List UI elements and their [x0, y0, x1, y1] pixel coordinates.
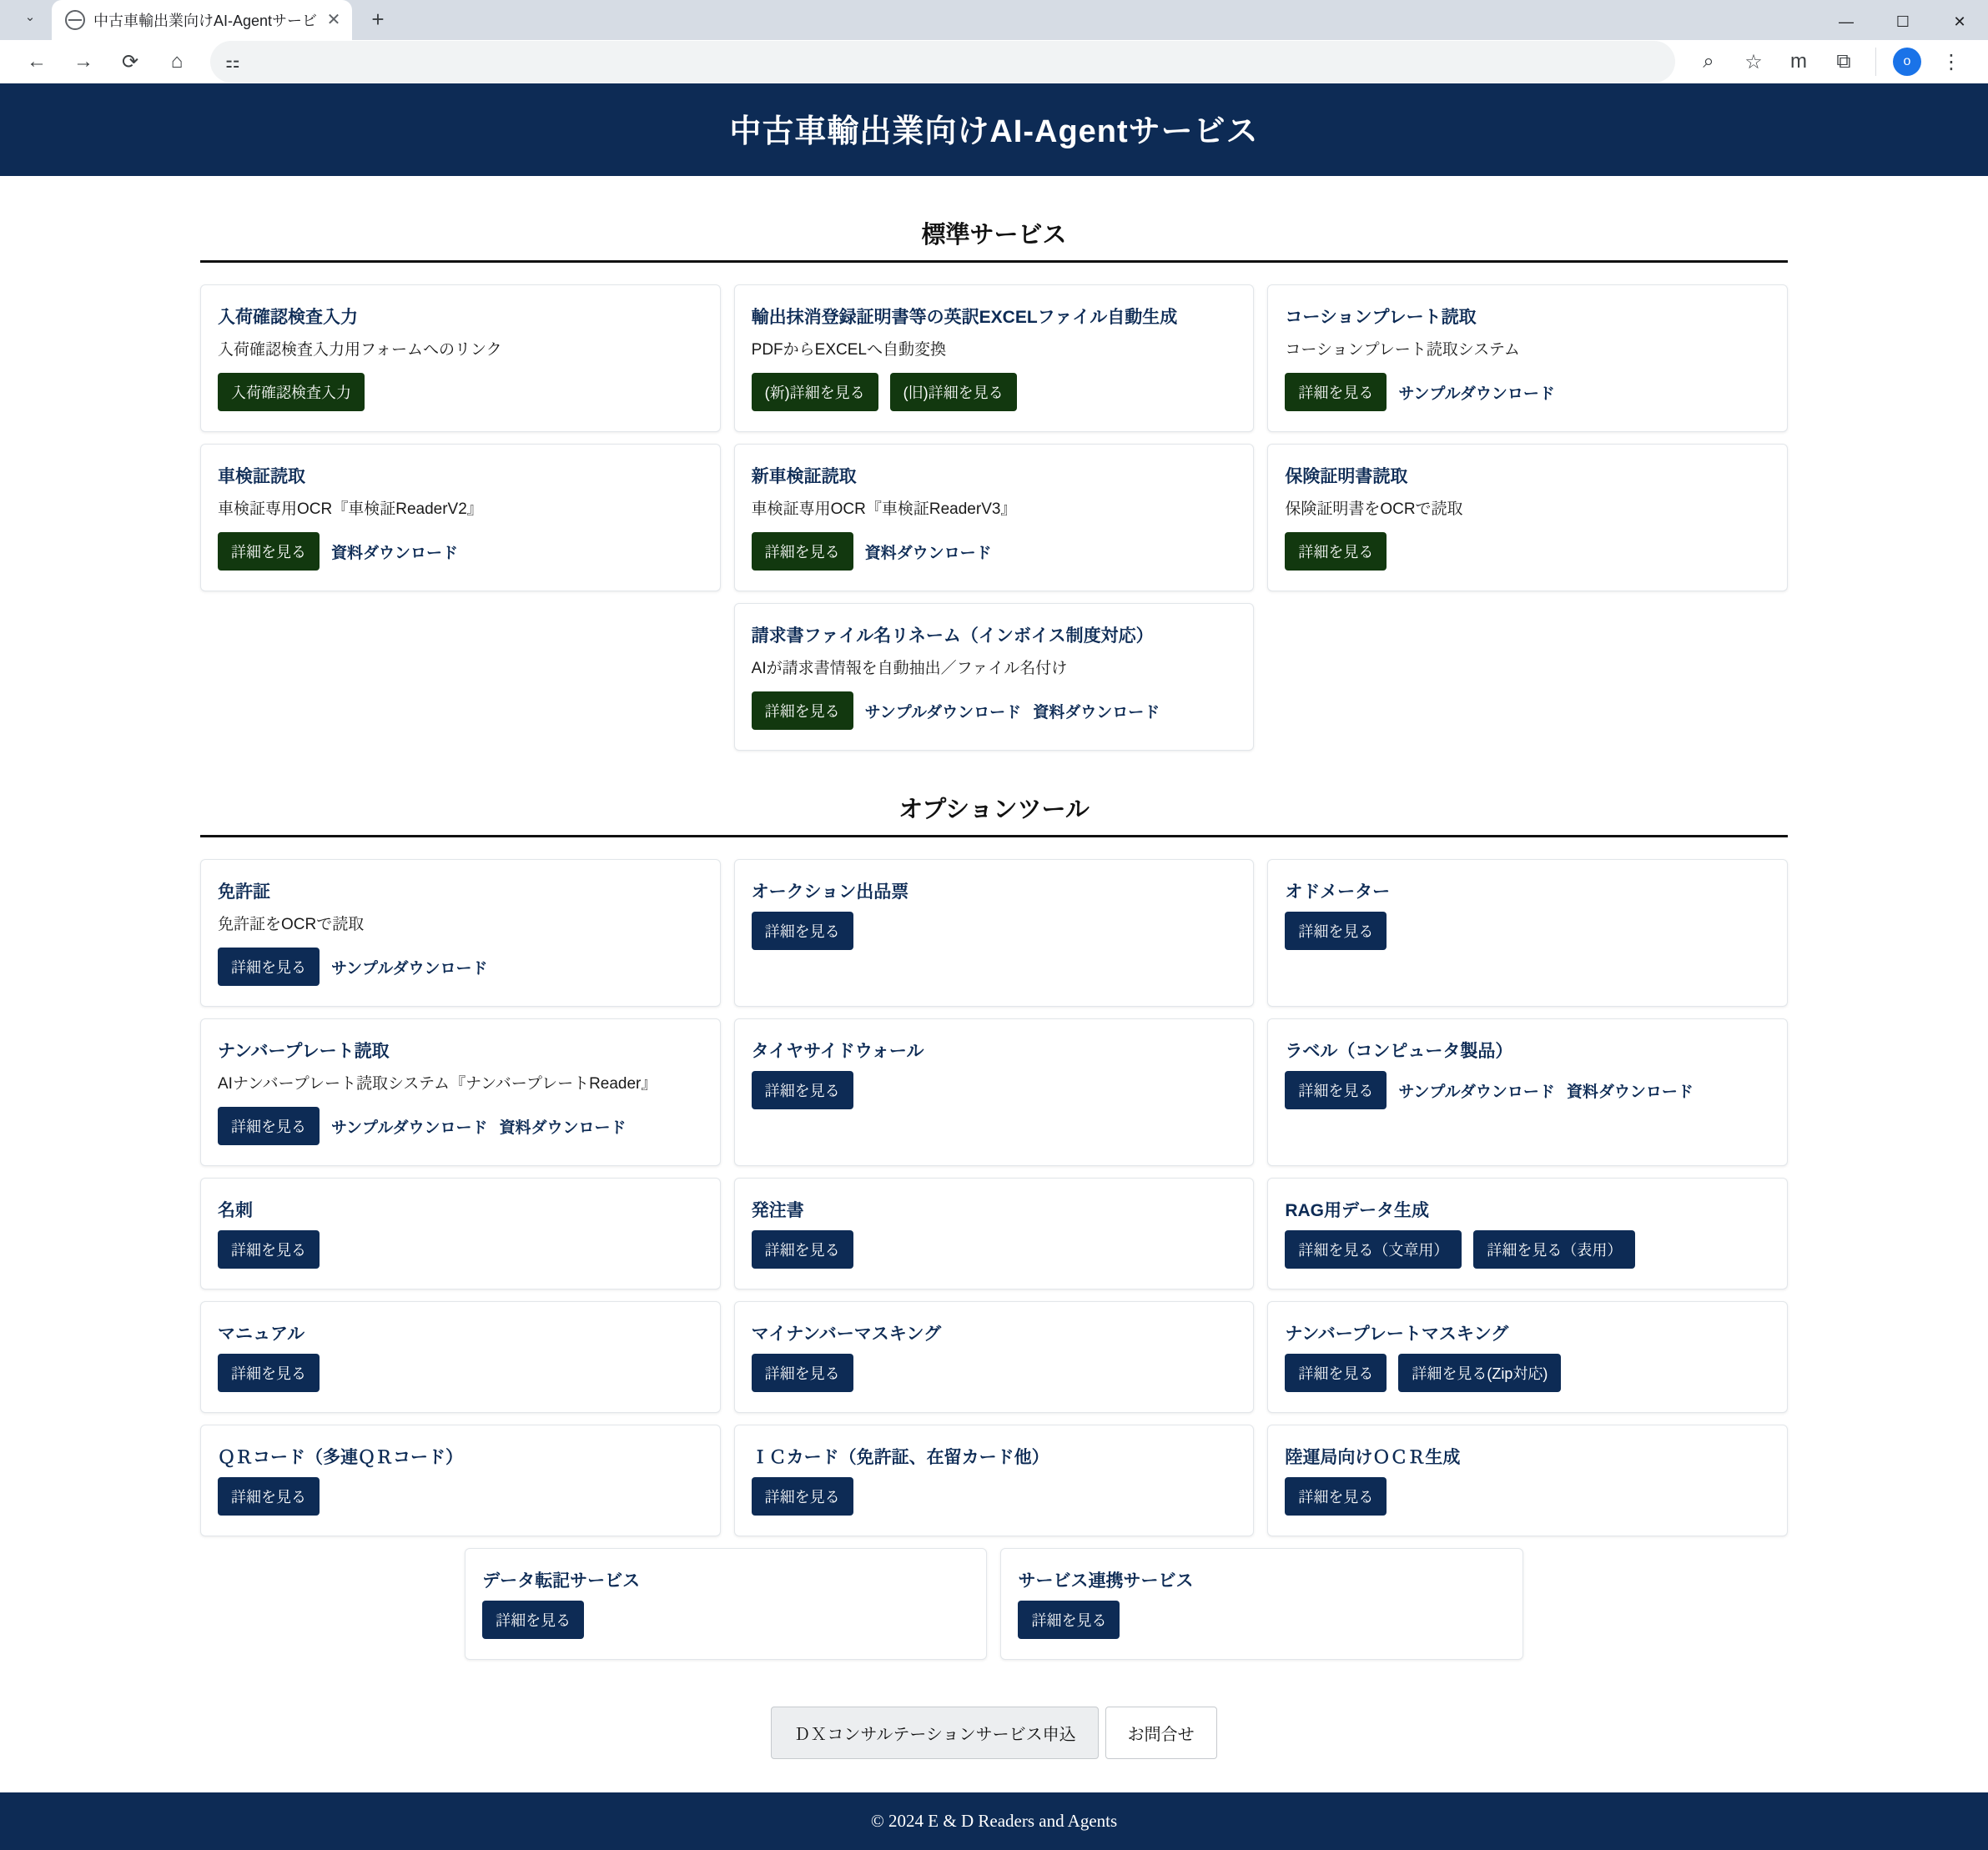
tab-strip — [0, 0, 1988, 40]
detail-button[interactable]: 詳細を見る — [1285, 1477, 1387, 1516]
card-title: 名刺 — [218, 1201, 253, 1220]
card-title: マニュアル — [218, 1325, 305, 1344]
detail-button[interactable]: 詳細を見る — [1285, 532, 1387, 571]
card-placeholder — [1267, 603, 1788, 751]
toolbar-right — [1687, 40, 1973, 83]
detail-button[interactable]: 詳細を見る — [218, 532, 320, 571]
service-card — [1267, 1178, 1788, 1289]
card-description: コーションプレート読取システム — [1285, 341, 1520, 359]
card-title: 請求書ファイル名リネーム（インボイス制度対応） — [751, 626, 1154, 646]
card-title: タイヤサイドウォール — [751, 1042, 924, 1061]
card-placeholder — [200, 603, 721, 751]
contact-button[interactable]: お問合せ — [1105, 1707, 1217, 1759]
detail-button[interactable]: 入荷確認検査入力 — [218, 373, 365, 411]
card-description: 車検証専用OCR『車検証ReaderV3』 — [751, 500, 1017, 518]
section-title: 標準サービス — [921, 222, 1067, 249]
minimize-button[interactable]: ― — [1839, 13, 1854, 30]
card-actions — [1285, 912, 1770, 950]
detail-button[interactable]: 詳細を見る — [218, 948, 320, 986]
service-card — [200, 1301, 721, 1413]
home-icon[interactable]: ⌂ — [170, 50, 184, 73]
card-description: 車検証専用OCR『車検証ReaderV2』 — [218, 500, 483, 518]
card-title: 輸出抹消登録証明書等の英訳EXCELファイル自動生成 — [751, 308, 1178, 327]
download-link[interactable]: 資料ダウンロード — [499, 1119, 627, 1137]
detail-button[interactable]: 詳細を見る — [752, 1230, 853, 1269]
forward-icon[interactable]: → — [73, 50, 93, 73]
detail-button[interactable]: (新)詳細を見る — [752, 373, 878, 411]
detail-button[interactable]: 詳細を見る(Zip対応) — [1398, 1354, 1561, 1392]
detail-button[interactable]: 詳細を見る — [218, 1477, 320, 1516]
detail-button[interactable]: (旧)詳細を見る — [890, 373, 1017, 411]
tab-search-icon[interactable]: ⌄ — [24, 10, 36, 24]
extension-m-icon[interactable]: m — [1790, 50, 1807, 73]
card-actions — [1285, 1477, 1770, 1516]
card-title: ＱＲコード（多連ＱＲコード） — [218, 1448, 463, 1467]
download-link[interactable]: サンプルダウンロード — [331, 1119, 488, 1137]
section-divider — [200, 835, 1788, 837]
card-title: 陸運局向けＯＣＲ生成 — [1285, 1448, 1461, 1467]
favicon-icon — [65, 10, 85, 30]
card-actions — [752, 912, 1237, 950]
card-title: サービス連携サービス — [1018, 1571, 1194, 1591]
section-title: オプションツール — [898, 797, 1090, 823]
detail-button[interactable]: 詳細を見る — [1018, 1601, 1120, 1639]
bookmark-star-icon[interactable]: ☆ — [1744, 50, 1763, 73]
service-card — [200, 1178, 721, 1289]
card-title: 発注書 — [751, 1201, 804, 1220]
address-bar[interactable] — [210, 41, 1675, 83]
download-link[interactable]: 資料ダウンロード — [1566, 1083, 1694, 1101]
section-divider — [200, 260, 1788, 263]
toolbar-divider — [1875, 48, 1876, 76]
card-title: マイナンバーマスキング — [751, 1325, 942, 1344]
card-title: 新車検証読取 — [751, 467, 857, 486]
card-actions — [752, 373, 1237, 411]
card-grid-bottom — [465, 1548, 1523, 1660]
service-card — [200, 284, 721, 432]
card-title: 保険証明書読取 — [1285, 467, 1408, 486]
card-grid — [200, 859, 1788, 1536]
new-tab-button[interactable]: + — [371, 6, 385, 32]
detail-button[interactable]: 詳細を見る — [752, 1477, 853, 1516]
service-card — [1267, 444, 1788, 591]
service-card — [734, 1018, 1255, 1166]
service-card — [734, 1178, 1255, 1289]
card-actions — [752, 1354, 1237, 1392]
detail-button[interactable]: 詳細を見る — [1285, 912, 1387, 950]
card-description: 保険証明書をOCRで読取 — [1285, 500, 1463, 518]
card-actions — [218, 373, 703, 411]
detail-button[interactable]: 詳細を見る — [752, 912, 853, 950]
detail-button[interactable]: 詳細を見る — [752, 1071, 853, 1109]
menu-icon[interactable]: ⋮ — [1941, 50, 1961, 73]
download-link[interactable]: サンプルダウンロード — [331, 959, 488, 978]
detail-button[interactable]: 詳細を見る — [1285, 373, 1387, 411]
reload-icon[interactable]: ⟳ — [121, 50, 139, 73]
page-title: 中古車輸出業向けAI-Agentサービス — [0, 83, 1988, 176]
card-actions — [218, 948, 703, 986]
card-actions — [1285, 1354, 1770, 1392]
maximize-button[interactable]: ☐ — [1895, 13, 1910, 30]
service-card — [1267, 859, 1788, 1007]
card-title: コーションプレート読取 — [1285, 308, 1477, 327]
card-actions — [1018, 1601, 1505, 1639]
site-settings-icon[interactable]: ⚏ — [225, 53, 240, 72]
service-card — [734, 603, 1255, 751]
card-actions — [752, 1477, 1237, 1516]
detail-button[interactable]: 詳細を見る — [482, 1601, 584, 1639]
card-title: RAG用データ生成 — [1285, 1201, 1429, 1220]
card-actions — [218, 532, 703, 571]
card-actions — [1285, 373, 1770, 411]
card-actions — [218, 1354, 703, 1392]
detail-button[interactable]: 詳細を見る — [218, 1107, 320, 1145]
page-footer: © 2024 E & D Readers and Agents — [0, 1792, 1988, 1850]
service-card — [734, 444, 1255, 591]
avatar[interactable]: o — [1893, 48, 1921, 76]
browser-toolbar — [0, 40, 1988, 83]
detail-button[interactable]: 詳細を見る — [752, 532, 853, 571]
detail-button[interactable]: 詳細を見る — [218, 1230, 320, 1269]
footer-actions — [200, 1707, 1788, 1759]
browser-tab[interactable] — [52, 0, 352, 40]
detail-button[interactable]: 詳細を見る — [752, 691, 853, 730]
card-actions — [218, 1230, 703, 1269]
card-title: オークション出品票 — [751, 882, 909, 902]
detail-button[interactable]: 詳細を見る（文章用） — [1285, 1230, 1462, 1269]
card-grid — [200, 284, 1788, 751]
close-icon[interactable]: ✕ — [326, 11, 341, 29]
card-description: PDFからEXCELへ自動変換 — [751, 341, 946, 359]
card-actions — [752, 1071, 1237, 1109]
service-card — [200, 1425, 721, 1536]
download-link[interactable]: 資料ダウンロード — [331, 544, 459, 562]
card-actions — [482, 1601, 969, 1639]
card-title: オドメーター — [1285, 882, 1391, 902]
card-title: ナンバープレートマスキング — [1285, 1325, 1509, 1344]
detail-button[interactable]: 詳細を見る — [1285, 1354, 1387, 1392]
download-link[interactable]: 資料ダウンロード — [864, 544, 992, 562]
card-title: 入荷確認検査入力 — [218, 308, 358, 327]
card-title: 免許証 — [218, 882, 270, 902]
card-description: 入荷確認検査入力用フォームへのリンク — [218, 341, 502, 359]
download-link[interactable]: サンプルダウンロード — [864, 703, 1022, 721]
service-card — [1267, 284, 1788, 432]
tab-title: 中古車輸出業向けAI-Agentサービ — [93, 13, 318, 29]
service-card — [200, 1018, 721, 1166]
zoom-icon[interactable]: ⌕ — [1703, 50, 1714, 73]
service-card — [734, 1425, 1255, 1536]
card-title: 車検証読取 — [218, 467, 305, 486]
detail-button[interactable]: 詳細を見る — [752, 1354, 853, 1392]
service-card — [1267, 1018, 1788, 1166]
card-actions — [752, 691, 1237, 730]
page-content — [0, 216, 1988, 1759]
detail-button[interactable]: 詳細を見る — [1285, 1071, 1387, 1109]
page-viewport — [0, 83, 1988, 1850]
card-description: 免許証をOCRで読取 — [218, 916, 365, 933]
extensions-icon[interactable]: ⧉ — [1836, 50, 1851, 73]
card-actions — [218, 1477, 703, 1516]
card-title: データ転記サービス — [482, 1571, 641, 1591]
service-card — [734, 284, 1255, 432]
card-actions — [1285, 1230, 1770, 1269]
card-title: ラベル（コンピュータ製品） — [1285, 1042, 1513, 1061]
service-card — [200, 859, 721, 1007]
download-link[interactable]: サンプルダウンロード — [1398, 1083, 1555, 1101]
service-card — [465, 1548, 987, 1660]
card-title: ナンバープレート読取 — [218, 1042, 390, 1061]
card-title: ＩＣカード（免許証、在留カード他） — [751, 1448, 1049, 1467]
service-card — [1000, 1548, 1522, 1660]
service-card — [1267, 1425, 1788, 1536]
service-card — [1267, 1301, 1788, 1413]
card-actions — [752, 1230, 1237, 1269]
window-close-button[interactable]: ✕ — [1953, 13, 1966, 30]
card-actions — [1285, 532, 1770, 571]
consultation-apply-button[interactable]: ＤＸコンサルテーションサービス申込 — [771, 1707, 1098, 1759]
service-card — [200, 444, 721, 591]
download-link[interactable]: 資料ダウンロード — [1033, 703, 1160, 721]
download-link[interactable]: サンプルダウンロード — [1398, 385, 1555, 403]
card-actions — [1285, 1071, 1770, 1109]
back-icon[interactable]: ← — [27, 50, 47, 73]
service-card — [734, 859, 1255, 1007]
card-actions — [752, 532, 1237, 571]
window-controls — [1818, 0, 1988, 43]
card-description: AIナンバープレート読取システム『ナンバープレートReader』 — [218, 1075, 657, 1093]
service-card — [734, 1301, 1255, 1413]
detail-button[interactable]: 詳細を見る — [218, 1354, 320, 1392]
card-actions — [218, 1107, 703, 1145]
detail-button[interactable]: 詳細を見る（表用） — [1473, 1230, 1635, 1269]
card-description: AIが請求書情報を自動抽出／ファイル名付け — [751, 660, 1068, 677]
